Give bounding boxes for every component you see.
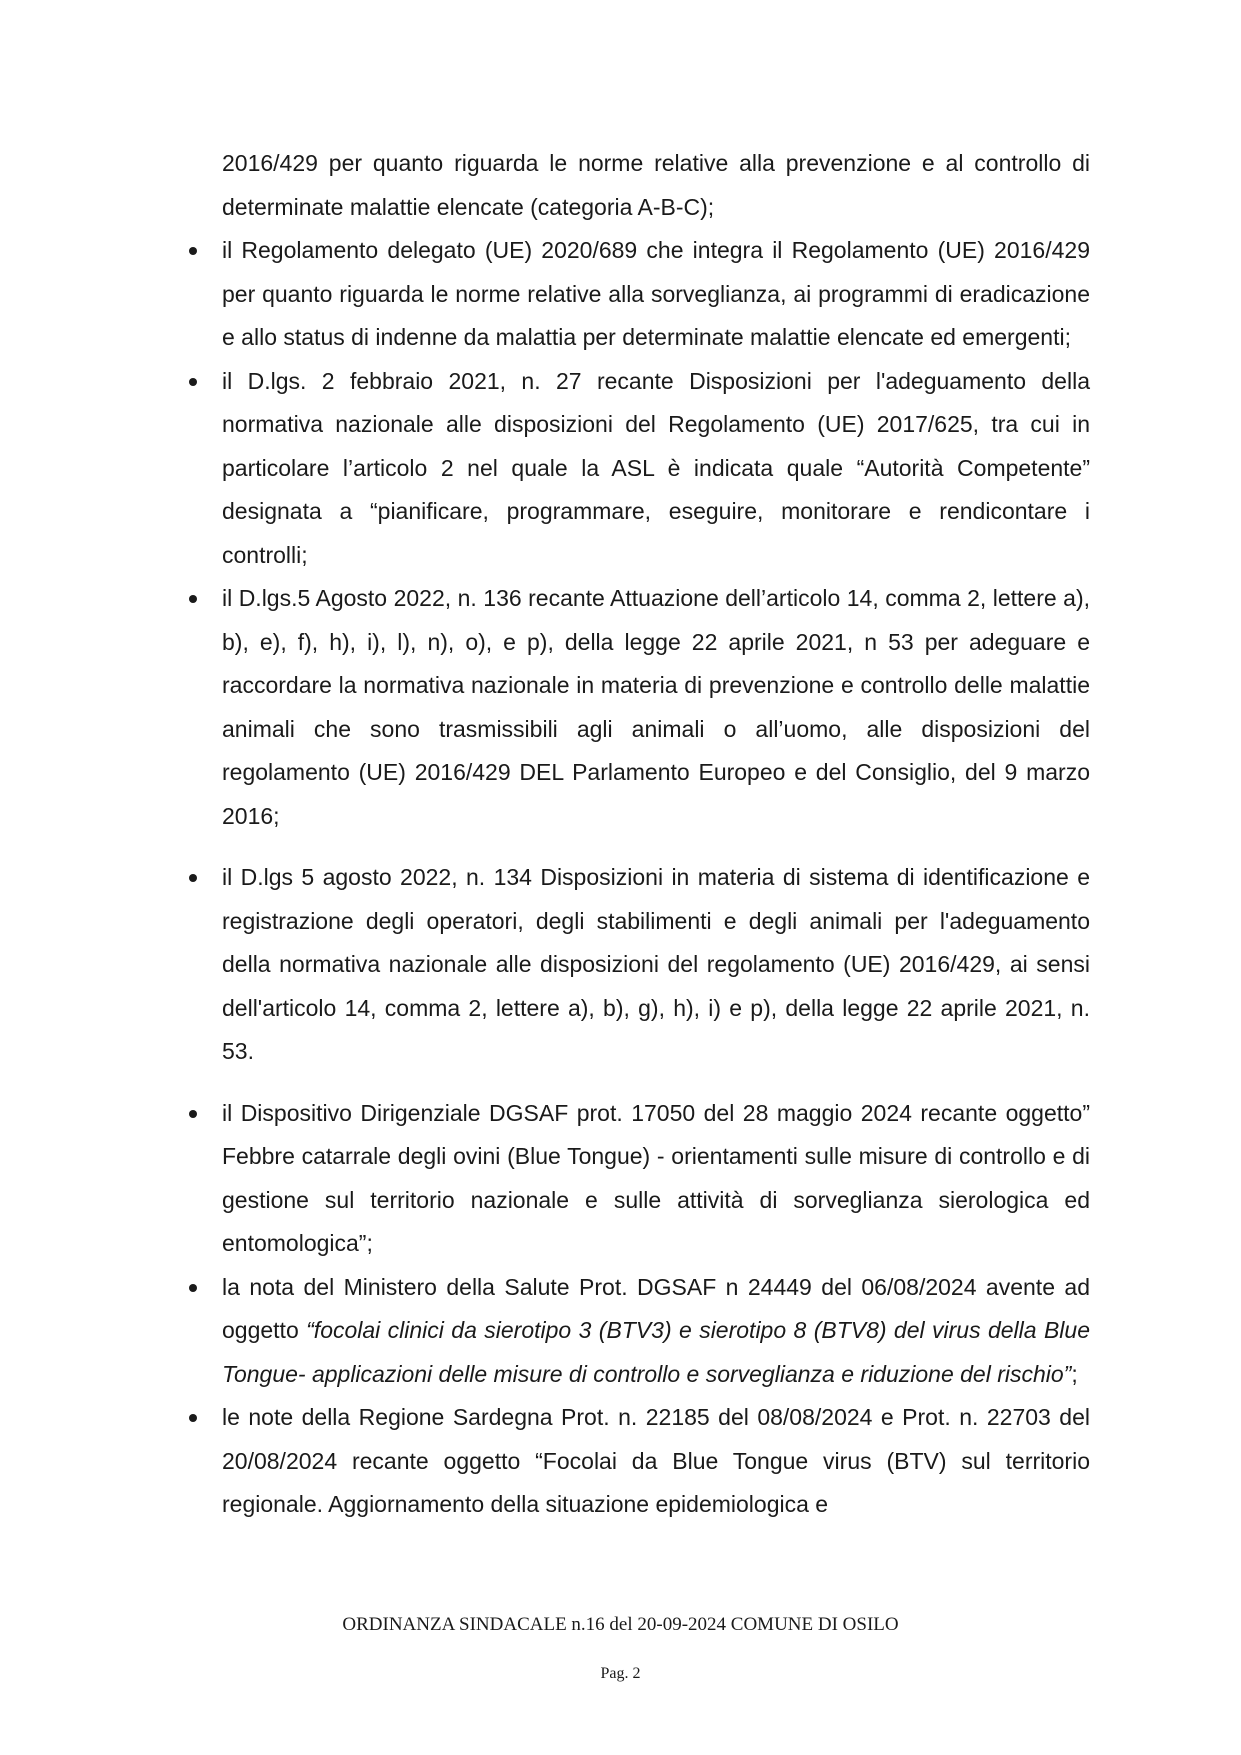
- list-item-dispositivo-dgsaf: [185, 1092, 1090, 1266]
- list-item-text: il D.lgs.5 Agosto 2022, n. 136 recante Attuazione dell’articolo 14, comma 2, lettere a), b), e), f), h), i), l), n), o), e p), della legge 22 aprile 2021, n 53 per adeguare e raccordare la normativa nazionale in materia di prevenzione e controllo delle malattie animali che sono trasmissibili agli animali o all’uomo, alle disposizioni del regolamento (UE) 2016/429 DEL Parlamento Europeo e del Consiglio, del 9 marzo 2016;: [222, 585, 1090, 829]
- list-item-dlgs-136-2022: [185, 577, 1090, 838]
- list-item-text: il Dispositivo Dirigenziale DGSAF prot. 17050 del 28 maggio 2024 recante oggetto” Febbre catarrale degli ovini (Blue Tongue) - orientamenti sulle misure di controllo e di gestione sul territorio nazionale e sulle attività di sorveglianza sierologica ed entomologica”;: [222, 1099, 1090, 1256]
- list-item-text-prefix: la nota del Ministero della Salute Prot. DGSAF n 24449 del 06/08/2024 avente ad oggetto: [222, 1273, 1090, 1343]
- list-item-note-regione-sardegna: [185, 1396, 1090, 1527]
- list-item-text: le note della Regione Sardegna Prot. n. 22185 del 08/08/2024 e Prot. n. 22703 del 20/08/2024 recante oggetto “Focolai da Blue Tongue virus (BTV) sul territorio regionale. Aggiornamento della situazione epidemiologica e: [222, 1404, 1090, 1517]
- footer-title: ORDINANZA SINDACALE n.16 del 20-09-2024 COMUNE DI OSILO: [342, 1614, 899, 1635]
- list-item-text-italic: “focolai clinici da sierotipo 3 (BTV3) e sierotipo 8 (BTV8) del virus della Blue Tongue- applicazioni delle misure di controllo e sorveglianza e riduzione del rischio”: [222, 1317, 1090, 1387]
- list-item-dlgs-27-2021: [185, 360, 1090, 578]
- page-number: Pag. 2: [600, 1665, 641, 1682]
- list-item-nota-ministero: [185, 1266, 1090, 1397]
- list-item-text: il Regolamento delegato (UE) 2020/689 che integra il Regolamento (UE) 2016/429 per quanto riguarda le norme relative alla sorveglianza, ai programmi di eradicazione e allo status di indenne da malattia per determinate malattie elencate ed emergenti;: [222, 237, 1090, 350]
- intro-continuation: 2016/429 per quanto riguarda le norme relative alla prevenzione e al controllo di determinate malattie elencate (categoria A-B-C);: [222, 150, 1090, 220]
- list-item-dlgs-134-2022: [185, 856, 1090, 1074]
- list-item-text-suffix: ;: [1071, 1360, 1078, 1387]
- list-item-text: il D.lgs 5 agosto 2022, n. 134 Disposizioni in materia di sistema di identificazione e registrazione degli operatori, degli stabilimenti e degli animali per l'adeguamento della normativa nazionale alle disposizioni del regolamento (UE) 2016/429, ai sensi dell'articolo 14, comma 2, lettere a), b), g), h), i) e p), della legge 22 aprile 2021, n. 53.: [222, 864, 1090, 1064]
- page-body: [185, 142, 1090, 1527]
- list-item-text: il D.lgs. 2 febbraio 2021, n. 27 recante Disposizioni per l'adeguamento della normativa nazionale alle disposizioni del Regolamento (UE) 2017/625, tra cui in particolare l’articolo 2 nel quale la ASL è indicata quale “Autorità Competente” designata a “pianificare, programmare, eseguire, monitorare e rendicontare i controlli;: [222, 367, 1090, 568]
- list-item-regolamento-2020-689: [185, 229, 1090, 360]
